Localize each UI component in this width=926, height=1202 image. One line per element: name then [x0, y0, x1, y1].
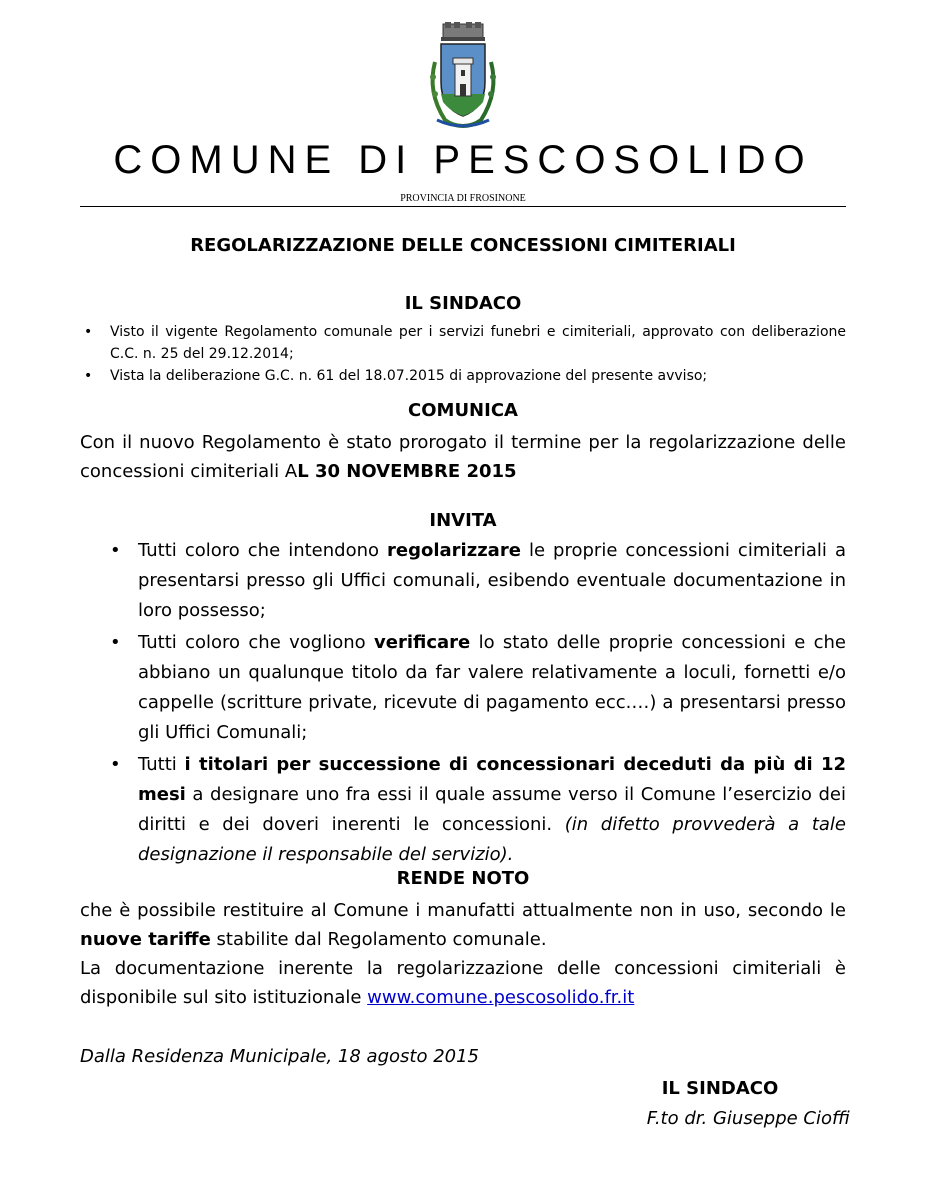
communicates-text — [80, 428, 846, 486]
invite-text: Tutti coloro che intendono — [138, 540, 388, 561]
invite-text: le proprie concessioni cimiteriali a presentarsi presso gli Uffici comunali, esibendo eventuale documentazione in loro possesso; — [138, 540, 846, 621]
invite-text: Tutti coloro che vogliono — [138, 632, 374, 653]
invite-text: Tutti — [138, 754, 185, 775]
website-link[interactable]: www.comune.pescosolido.fr.it — [367, 987, 635, 1008]
whereas-item: • Visto il vigente Regolamento comunale per i servizi funebri e cimiteriali, approvato con deliberazione C.C. n. 25 del 29.12.2014; — [80, 321, 846, 365]
notice-heading: RENDE NOTO — [396, 868, 530, 889]
communicates-body: Con il nuovo Regolamento è stato prorogato il termine per la regolarizzazione delle concessioni cimiteriali A — [80, 432, 846, 482]
document-title: REGOLARIZZAZIONE DELLE CONCESSIONI CIMITERIALI — [190, 235, 736, 256]
deadline-date: L 30 NOVEMBRE 2015 — [297, 461, 517, 482]
whereas-list — [80, 321, 846, 387]
municipal-crest-icon — [423, 22, 503, 130]
signature-name: F.to dr. Giuseppe Cioffi — [646, 1108, 850, 1129]
place-date: Dalla Residenza Municipale, 18 agosto 2015 — [80, 1046, 480, 1067]
invite-item — [80, 536, 846, 626]
invite-note: (in difetto provvederà a tale designazione il responsabile del servizio). — [138, 814, 846, 865]
invite-text: a designare uno fra essi il quale assume verso il Comune l’esercizio dei diritti e dei doveri inerenti le concessioni. — [138, 784, 846, 835]
header-divider — [80, 206, 846, 207]
notice-body: che è possibile restituire al Comune i manufatti attualmente non in uso, secondo le — [80, 900, 846, 921]
invite-emphasis: regolarizzare — [387, 540, 521, 561]
invite-item — [80, 750, 846, 870]
whereas-item: • Vista la deliberazione G.C. n. 61 del 18.07.2015 di approvazione del presente avviso; — [80, 365, 846, 387]
communicates-heading: COMUNICA — [408, 400, 518, 421]
mayor-heading: IL SINDACO — [404, 293, 522, 314]
signature-title: IL SINDACO — [661, 1078, 779, 1099]
notice-body: stabilite dal Regolamento comunale. — [210, 929, 547, 950]
notice-emphasis: nuove tariffe — [80, 929, 211, 950]
notice-text — [80, 896, 846, 1012]
invites-heading: INVITA — [429, 510, 497, 531]
province-label: PROVINCIA DI FROSINONE — [400, 193, 526, 204]
invite-emphasis: i titolari per successione di concessionari deceduti da più di 12 mesi — [138, 754, 846, 805]
organization-name: COMUNE DI PESCOSOLIDO — [113, 138, 813, 182]
invite-item — [80, 628, 846, 748]
invite-text: lo stato delle proprie concessioni e che abbiano un qualunque titolo da far valere relativamente a loculi, fornetti e/o cappelle (scritture private, ricevute di pagamento ecc.…) a presentarsi presso gli Uffici Comunali; — [138, 632, 846, 743]
invites-list — [80, 536, 846, 872]
notice-body: La documentazione inerente la regolarizzazione delle concessioni cimiteriali è disponibile sul sito istituzionale — [80, 958, 846, 1008]
invite-emphasis: verificare — [374, 632, 471, 653]
